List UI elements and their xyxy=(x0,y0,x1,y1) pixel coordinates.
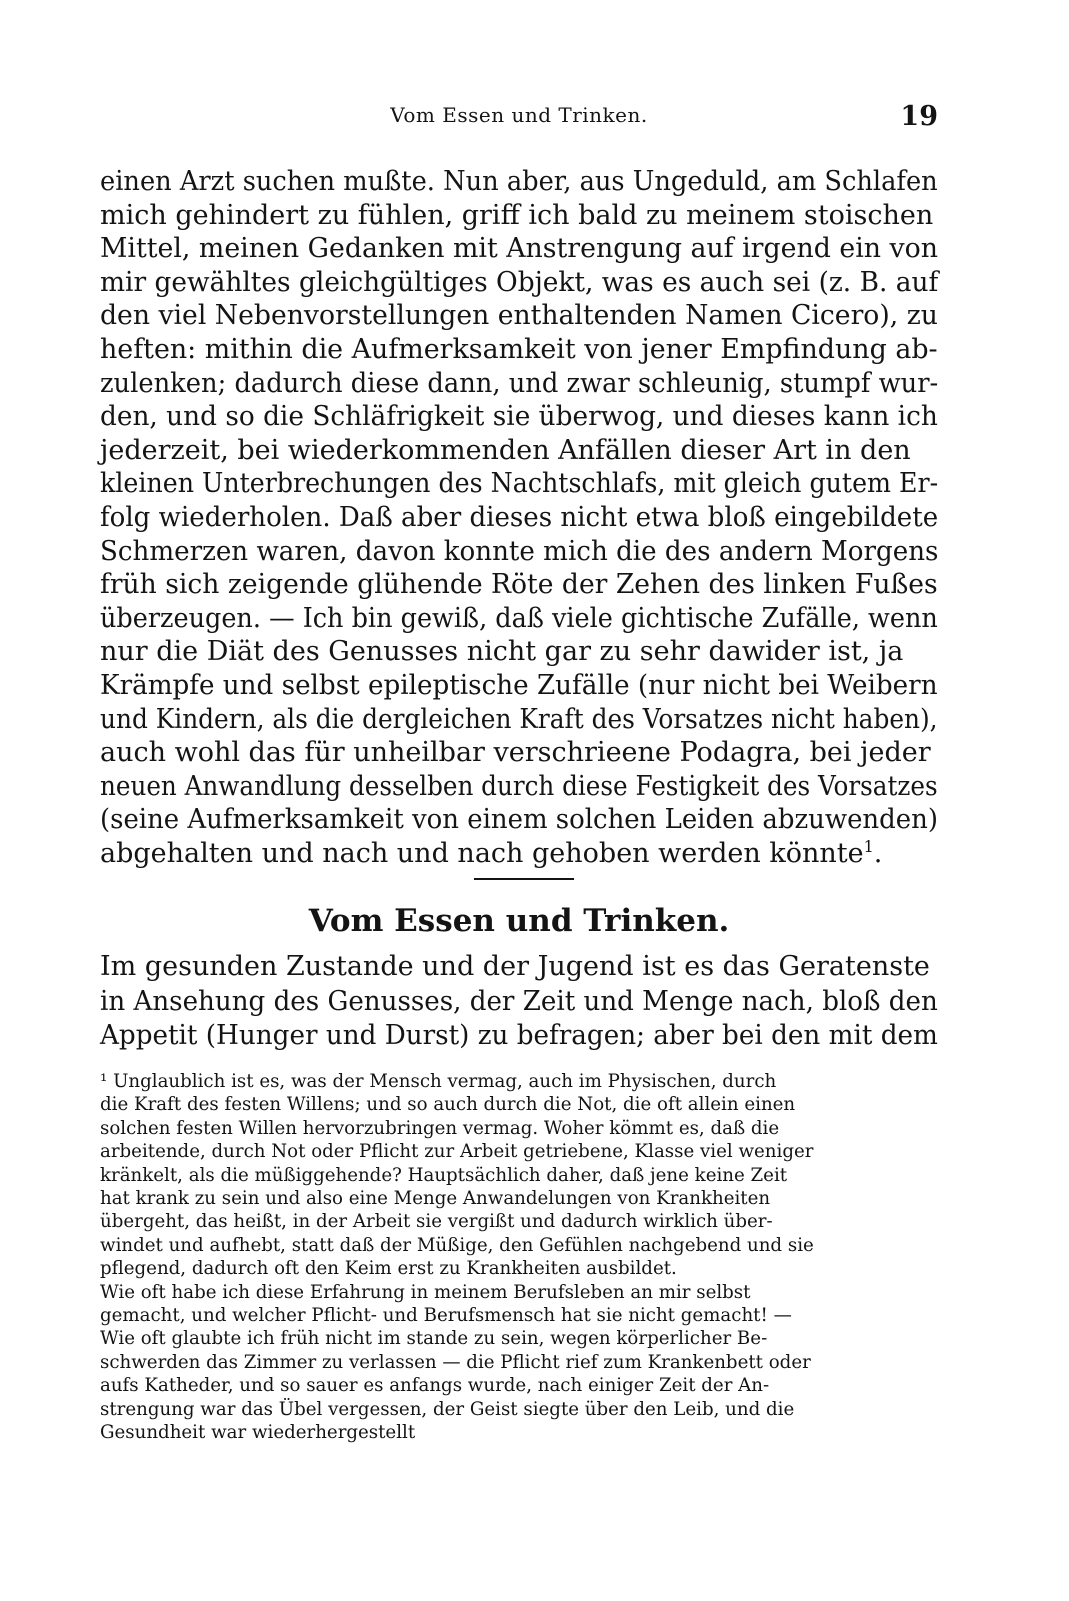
body-last-line-text: abgehalten und nach und nach gehoben werden könnte xyxy=(100,837,864,869)
body-paragraph xyxy=(100,165,938,870)
footnote-line: gemacht, und welcher Pflicht- und Berufsmensch hat sie nicht gemacht! — xyxy=(100,1305,792,1327)
body-line: und Kindern, als die dergleichen Kraft des Vorsatzes nicht haben), xyxy=(100,703,938,735)
body-last-line xyxy=(100,837,938,871)
section-line: Appetit (Hunger und Durst) zu befragen; aber bei den mit dem xyxy=(100,1020,938,1051)
body-line: den, und so die Schläfrigkeit sie überwog, und dieses kann ich xyxy=(100,401,938,433)
section-divider xyxy=(474,878,574,880)
body-line: Schmerzen waren, davon konnte mich die des andern Morgens xyxy=(100,535,939,567)
body-line: folg wiederholen. Daß aber dieses nicht etwa bloß eingebildete xyxy=(100,501,939,533)
footnote-line: die Kraft des festen Willens; und so auch durch die Not, die oft allein einen xyxy=(100,1094,796,1116)
footnote-line: schwerden das Zimmer zu verlassen — die Pflicht rief zum Krankenbett oder xyxy=(100,1351,811,1373)
footnote-line: windet und aufhebt, statt daß der Müßige, den Gefühlen nachgebend und sie xyxy=(100,1234,814,1256)
footnote-line: solchen festen Willen hervorzubringen vermag. Woher kömmt es, daß die xyxy=(100,1117,780,1139)
body-line: jederzeit, bei wiederkommenden Anfällen dieser Art in den xyxy=(100,434,911,466)
running-head xyxy=(100,101,938,135)
footnote-line: aufs Katheder, und so sauer es anfangs wurde, nach einiger Zeit der An- xyxy=(100,1375,770,1397)
body-line: überzeugen. — Ich bin gewiß, daß viele gichtische Zufälle, wenn xyxy=(100,602,938,634)
footnote-block xyxy=(100,1070,938,1445)
body-line: heften: mithin die Aufmerksamkeit von jener Empfindung ab- xyxy=(100,333,938,365)
section-heading: Vom Essen und Trinken. xyxy=(308,903,730,939)
footnote-line: kränkelt, als die müßiggehende? Hauptsächlich daher, daß jene keine Zeit xyxy=(100,1164,788,1186)
footnote-line: Wie oft habe ich diese Erfahrung in meinem Berufsleben an mir selbst xyxy=(100,1281,751,1303)
body-line: einen Arzt suchen mußte. Nun aber, aus Ungeduld, am Schlafen xyxy=(100,166,938,197)
body-line: (seine Aufmerksamkeit von einem solchen Leiden abzuwenden) xyxy=(100,804,938,836)
body-line: früh sich zeigende glühende Röte der Zehen des linken Fußes xyxy=(100,569,938,601)
body-line: nur die Diät des Genusses nicht gar zu sehr dawider ist, ja xyxy=(100,636,904,668)
page-number: 19 xyxy=(900,101,938,132)
running-title: Vom Essen und Trinken. xyxy=(390,103,648,127)
body-line: Krämpfe und selbst epileptische Zufälle (nur nicht bei Weibern xyxy=(100,669,938,701)
footnote-line: arbeitende, durch Not oder Pflicht zur Arbeit getriebene, Klasse viel weniger xyxy=(100,1141,814,1163)
body-line: mir gewähltes gleichgültiges Objekt, was es auch sei (z. B. auf xyxy=(100,266,939,298)
body-last-line-end: . xyxy=(873,837,883,869)
footnote-line: Wie oft glaubte ich früh nicht im stande zu sein, wegen körperlicher Be- xyxy=(100,1328,768,1350)
body-line: mich gehindert zu fühlen, griff ich bald zu meinem stoischen xyxy=(100,199,934,231)
body-line: den viel Nebenvorstellungen enthaltenden Namen Cicero), zu xyxy=(100,300,938,332)
footnote-line: hat krank zu sein und also eine Menge Anwandelungen von Krankheiten xyxy=(100,1188,771,1210)
body-line: zulenken; dadurch diese dann, und zwar schleunig, stumpf wur- xyxy=(100,367,939,399)
body-line: kleinen Unterbrechungen des Nachtschlafs, mit gleich gutem Er- xyxy=(100,468,939,500)
section-paragraph xyxy=(100,950,938,1054)
footnote-line: strengung war das Übel vergessen, der Geist siegte über den Leib, und die xyxy=(100,1398,795,1420)
footnote-line: pflegend, dadurch oft den Keim erst zu Krankheiten ausbildet. xyxy=(100,1258,677,1280)
section-line: Im gesunden Zustande und der Jugend ist es das Geratenste xyxy=(100,951,930,982)
body-line: auch wohl das für unheilbar verschrieene Podagra, bei jeder xyxy=(100,737,931,769)
footnote-line: Gesundheit war wiederhergestellt xyxy=(100,1422,416,1444)
section-line: in Ansehung des Genusses, der Zeit und Menge nach, bloß den xyxy=(100,985,938,1017)
footnote-line: ¹ Unglaublich ist es, was der Mensch vermag, auch im Physischen, durch xyxy=(100,1071,777,1092)
body-line: neuen Anwandlung desselben durch diese Festigkeit des Vorsatzes xyxy=(100,770,938,802)
footnote-line: übergeht, das heißt, in der Arbeit sie vergißt und dadurch wirklich über- xyxy=(100,1211,773,1233)
body-line: Mittel, meinen Gedanken mit Anstrengung auf irgend ein von xyxy=(100,233,939,265)
footnote-mark: 1 xyxy=(863,836,874,856)
